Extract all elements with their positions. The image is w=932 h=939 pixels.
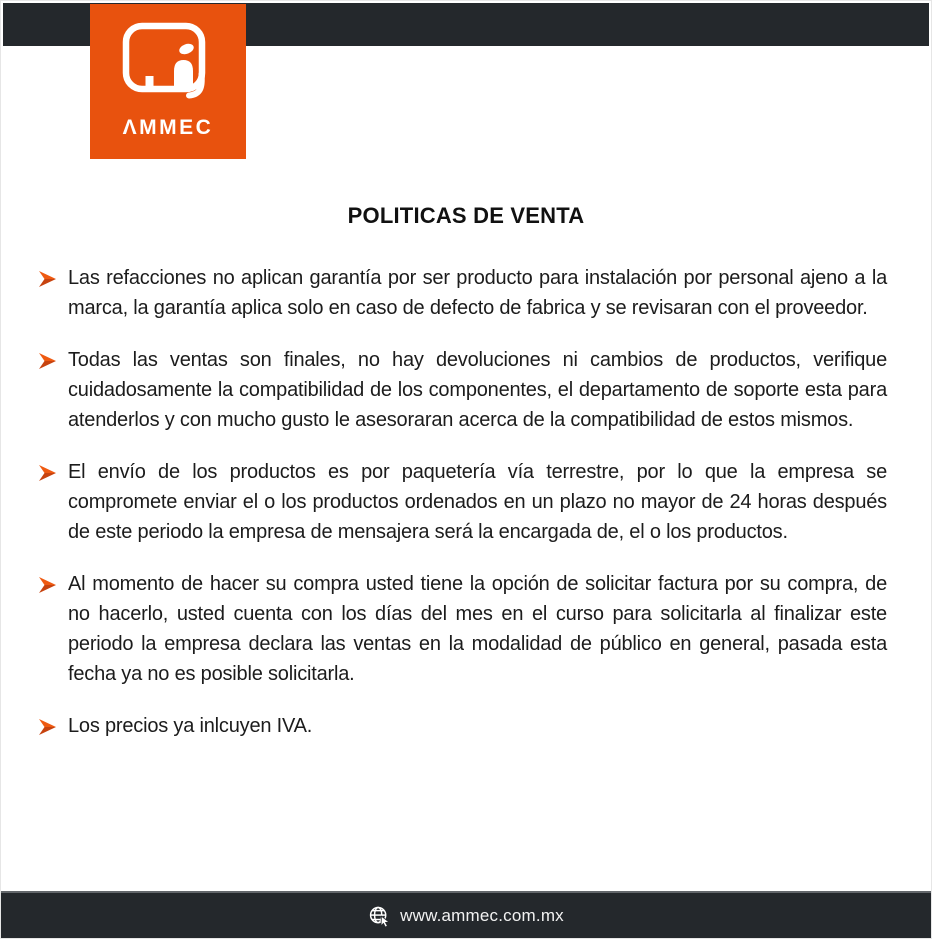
arrow-bullet-icon: [37, 269, 59, 289]
brand-logo: [90, 4, 246, 159]
logo-text: ΛMMEC: [122, 116, 214, 139]
policy-list: [1, 263, 931, 741]
main-content: [1, 203, 931, 763]
policy-text: El envío de los productos es por paquetería vía terrestre, por lo que la empresa se compromete enviar el o los productos ordenados en un plazo no mayor de 24 horas después de este periodo la empresa de mensajera será la encargada de, el o los productos.: [68, 461, 887, 543]
policy-text: Las refacciones no aplican garantía por ser producto para instalación por personal ajeno a la marca, la garantía aplica solo en caso de defecto de fabrica y se revisaran con el proveedor.: [68, 267, 887, 319]
elephant-icon: [90, 4, 246, 114]
arrow-bullet-icon: [37, 463, 59, 483]
footer-url: www.ammec.com.mx: [400, 905, 564, 925]
footer-bar: [1, 891, 931, 938]
arrow-bullet-icon: [37, 575, 59, 595]
arrow-bullet-icon: [37, 717, 59, 737]
policy-item: [37, 569, 887, 689]
globe-cursor-icon: [368, 904, 392, 928]
policy-text: Todas las ventas son finales, no hay devoluciones ni cambios de productos, verifique cuidadosamente la compatibilidad de los componentes, el departamento de soporte esta para atenderlos y con mucho gusto le asesoraran acerca de la compatibilidad de estos mismos.: [68, 349, 887, 431]
policy-item: [37, 457, 887, 547]
arrow-bullet-icon: [37, 351, 59, 371]
policy-item: [37, 263, 887, 323]
policy-item: [37, 711, 887, 741]
policy-text: Los precios ya inlcuyen IVA.: [68, 715, 313, 737]
policy-item: [37, 345, 887, 435]
policy-text: Al momento de hacer su compra usted tiene la opción de solicitar factura por su compra, de no hacerlo, usted cuenta con los días del mes en el curso para solicitarla al finalizar este periodo la empresa declara las ventas en la modalidad de público en general, pasada esta fecha ya no es posible solicitarla.: [68, 573, 887, 685]
page-title: POLITICAS DE VENTA: [347, 203, 585, 228]
